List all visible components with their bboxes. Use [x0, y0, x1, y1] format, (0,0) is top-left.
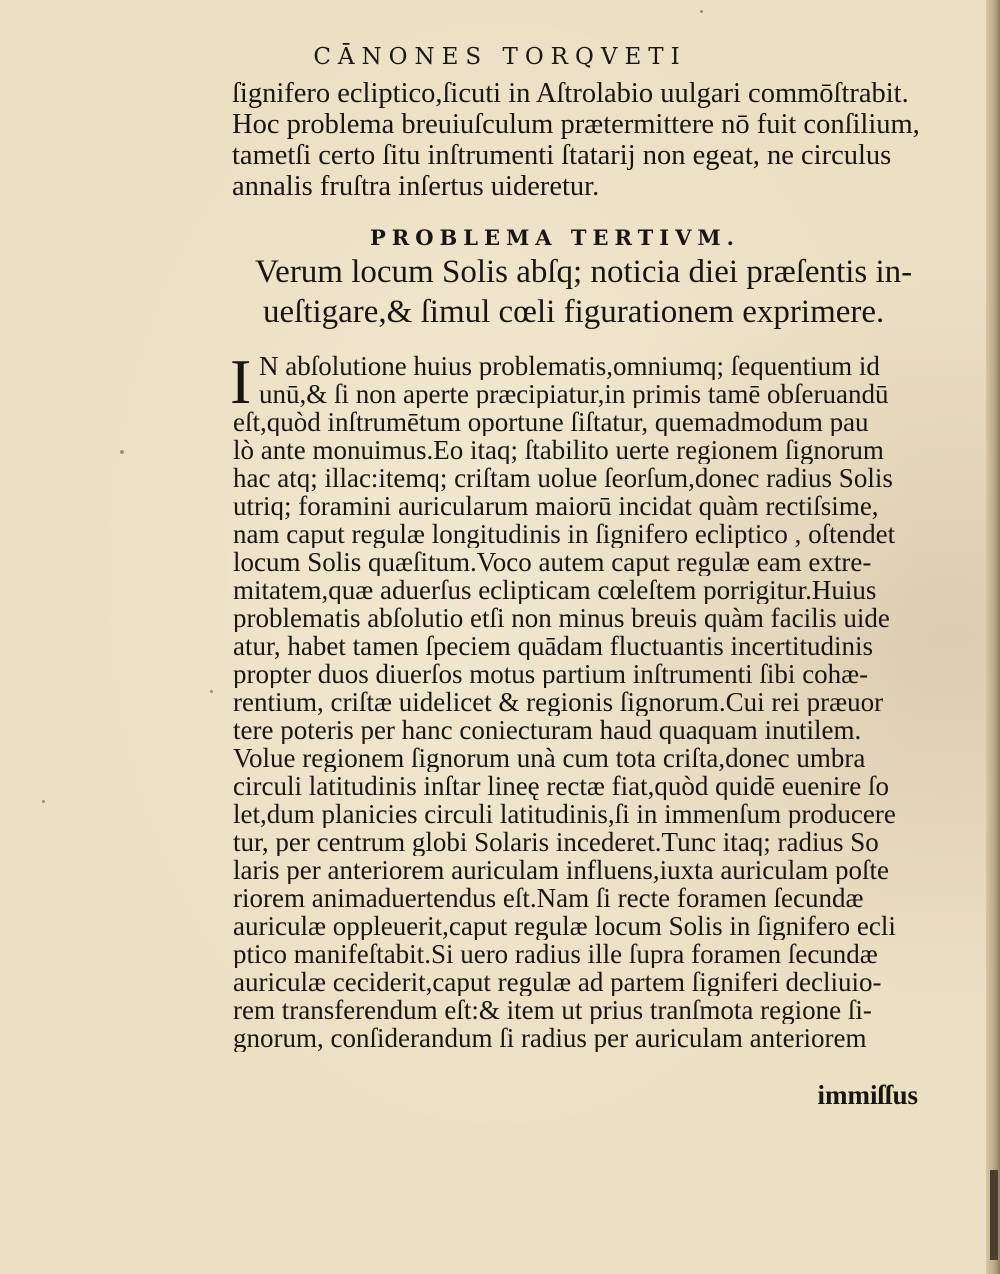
body-line: auriculæ oppleuerit,caput regulæ locum Solis in ſignifero ecli — [233, 912, 896, 940]
catchword: immiſſus — [817, 1080, 918, 1110]
problem-statement — [255, 252, 935, 332]
body-line: mitatem,quæ aduerſus eclipticam cœleſtem porrigitur.Huius — [233, 576, 877, 604]
body-line: hac atq; illac:itemq; criſtam uolue ſeorſum,donec radius Solis — [233, 464, 893, 492]
edge-mark — [990, 1170, 998, 1260]
body-line: problematis abſolutio etſi non minus breuis quàm facilis uide — [233, 604, 890, 632]
page-edge — [986, 0, 1000, 1274]
intro-line: Hoc problema breuiuſculum prætermittere nō fuit conſilium, — [232, 109, 920, 140]
problem-heading: PROBLEMA TERTIVM. — [370, 225, 740, 250]
body-line: laris per anteriorem auriculam influens,iuxta auriculam poſte — [233, 856, 890, 884]
intro-line: ſignifero ecliptico,ſicuti in Aſtrolabio uulgari commōſtrabit. — [232, 78, 909, 109]
body-line: ptico manifeſtabit.Si uero radius ille ſupra foramen ſecundæ — [233, 940, 878, 968]
body-paragraph — [233, 352, 933, 1052]
running-head: CĀNONES TORQVETI — [313, 44, 687, 70]
drop-initial: I — [230, 346, 252, 417]
intro-paragraph — [232, 78, 932, 202]
body-line: riorem animaduertendus eſt.Nam ſi recte foramen ſecundæ — [233, 884, 864, 912]
paper-speck — [42, 800, 45, 803]
body-line: utriq; foramini auricularum maiorū incidat quàm rectiſsime, — [233, 492, 879, 520]
paper-speck — [120, 450, 124, 454]
intro-line: tametſi certo ſitu inſtrumenti ſtatarij non egeat, ne circulus — [232, 140, 892, 171]
statement-line: Verum locum Solis abſq; noticia diei præſentis in- — [255, 254, 913, 290]
paper-speck — [210, 690, 213, 693]
body-line: locum Solis quæſitum.Voco autem caput regulæ eam extre- — [233, 548, 872, 576]
intro-line: annalis fruſtra inſertus uideretur. — [232, 171, 600, 202]
body-line: propter duos diuerſos motus partium inſtrumenti ſibi cohæ- — [233, 660, 869, 688]
body-line: N abſolutione huius problematis,omniumq; ſequentium id — [259, 352, 880, 380]
statement-line: ueſtigare,& ſimul cœli figurationem exprimere. — [263, 294, 885, 330]
body-line: lò ante monuimus.Eo itaq; ſtabilito uerte regionem ſignorum — [233, 436, 884, 464]
paper-speck — [700, 10, 703, 13]
body-line: tur, per centrum globi Solaris incederet.Tunc itaq; radius So — [233, 828, 879, 856]
body-line: gnorum, conſiderandum ſi radius per auriculam anteriorem — [233, 1024, 867, 1052]
body-line: Volue regionem ſignorum unà cum tota criſta,donec umbra — [233, 744, 866, 772]
body-line: circuli latitudinis inſtar lineę rectæ fiat,quòd quidē euenire ſo — [233, 772, 890, 800]
body-line: tere poteris per hanc coniecturam haud quaquam inutilem. — [233, 716, 862, 744]
body-line: rentium, criſtæ uidelicet & regionis ſignorum.Cui rei præuor — [233, 688, 884, 716]
body-line: let,dum planicies circuli latitudinis,ſi in immenſum producere — [233, 800, 896, 828]
body-line: nam caput regulæ longitudinis in ſignifero ecliptico , oſtendet — [233, 520, 896, 548]
body-line: eſt,quòd inſtrumētum oportune ſiſtatur, quemadmodum pau — [233, 408, 869, 436]
body-line: atur, habet tamen ſpeciem quādam fluctuantis incertitudinis — [233, 632, 873, 660]
body-line: rem transferendum eſt:& item ut prius tranſmota regione ſi- — [233, 996, 872, 1024]
body-line: unū,& ſi non aperte præcipiatur,in primis tamē obſeruandū — [259, 380, 889, 408]
body-line: auriculæ ceciderit,caput regulæ ad partem ſigniferi decliuio- — [233, 968, 882, 996]
